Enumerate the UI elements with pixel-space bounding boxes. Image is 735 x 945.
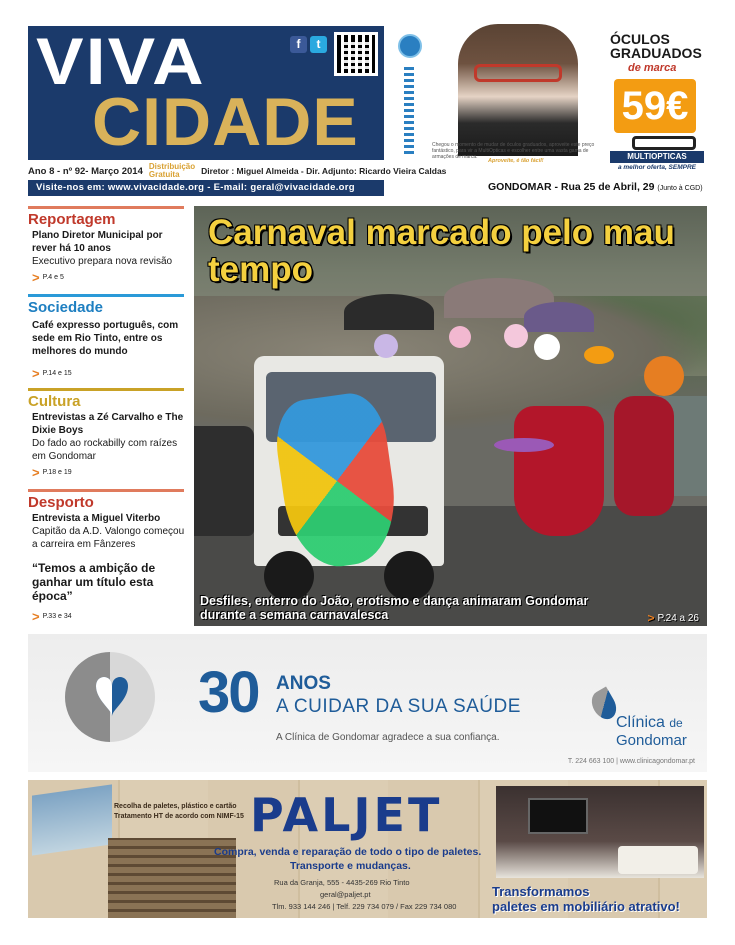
hero-photo-red-drape <box>514 406 604 536</box>
distribution-badge <box>149 163 195 179</box>
paljet-slogan <box>492 884 680 914</box>
umbrella-icon <box>524 302 594 332</box>
section-headline: Entrevista a Miguel Viterbo <box>32 513 161 524</box>
hero-headline: Carnaval marcado pelo mau tempo <box>208 213 675 289</box>
section-title: Reportagem <box>28 211 116 228</box>
page-numbers: P.33 e 34 <box>42 613 72 620</box>
ad-model-photo <box>458 24 578 156</box>
section-title: Sociedade <box>28 299 104 316</box>
clinic-thanks: A Clínica de Gondomar agradece a sua confiança. <box>276 732 500 743</box>
section-body: Do fado ao rockabilly com raízes em Gondomar <box>32 438 178 462</box>
section-quote: “Temos a ambição de ganhar um título esta época” <box>32 561 156 603</box>
page-reference <box>28 270 186 285</box>
social-links <box>290 36 327 53</box>
masthead-contact-bar[interactable]: Visite-nos em: www.vivacidade.org - E-mail: geral@vivacidade.org <box>28 180 384 196</box>
ad-brand-tagline: a melhor oferta, SEMPRE <box>617 164 697 171</box>
section-title: Desporto <box>28 494 94 511</box>
page-reference <box>28 465 186 480</box>
arrow-icon: > <box>32 609 40 624</box>
arrow-icon: > <box>32 366 40 381</box>
tv-icon <box>528 798 588 834</box>
section-text <box>28 512 186 551</box>
page-reference <box>28 609 186 624</box>
section-desporto[interactable] <box>28 489 186 624</box>
clinic-name-de: de <box>669 716 683 730</box>
arrow-icon: > <box>647 611 655 625</box>
ad-price: 59€ <box>614 79 696 133</box>
section-headline: Entrevistas a Zé Carvalho e The Dixie Boys <box>32 412 184 436</box>
page-numbers: P.14 e 15 <box>42 370 72 377</box>
balloon-icon <box>644 356 684 396</box>
hero-caption: Desfiles, enterro do João, erotismo e dança animaram Gondomar durante a semana carnavalesca <box>200 594 589 622</box>
page-numbers: P.4 e 5 <box>42 274 64 281</box>
ad-brand: MULTIOPTICAS <box>610 151 704 163</box>
section-cultura[interactable] <box>28 388 186 480</box>
section-title: Cultura <box>28 393 81 410</box>
balloon-icon <box>584 346 614 364</box>
arrow-icon: > <box>32 465 40 480</box>
umbrella-icon <box>344 294 434 330</box>
distribution-line-2: Gratuita <box>148 170 180 179</box>
hero-page-reference <box>647 611 699 625</box>
section-rule <box>28 294 184 297</box>
paljet-tagline-2: Transporte e mudanças. <box>290 860 411 872</box>
distribution-line-1: Distribuição <box>148 162 196 171</box>
paljet-service-1: Recolha de paletes, plástico e cartão <box>114 803 237 810</box>
section-rule <box>28 388 184 391</box>
paljet-brand: PALJET <box>250 788 443 842</box>
hero-photo-car-left <box>194 426 254 536</box>
clinic-ad[interactable] <box>28 634 707 772</box>
section-rule <box>28 489 184 492</box>
clinic-contact[interactable]: T. 224 663 100 | www.clinicagondomar.pt <box>567 758 695 765</box>
masthead <box>28 24 447 196</box>
clinic-name-word: Clínica <box>616 714 665 731</box>
paljet-service-2: Tratamento HT de acordo com NIMF-15 <box>114 813 244 820</box>
clinic-name-line-2: Gondomar <box>616 732 687 749</box>
arrow-icon: > <box>32 270 40 285</box>
ad-logo-icon <box>398 34 422 58</box>
ad-marca: de marca <box>628 62 677 74</box>
sofa-icon <box>618 846 698 874</box>
page-reference <box>28 366 186 381</box>
paljet-slogan-1: Transformamos <box>492 884 590 899</box>
hero-photo-red-drape <box>614 396 674 516</box>
ad-headline: ÓCULOS GRADUADOS <box>610 31 702 61</box>
qr-code-icon <box>334 32 378 76</box>
balloon-icon <box>449 326 471 348</box>
section-headline: Plano Diretor Municipal por rever há 10 anos <box>32 230 163 254</box>
section-reportagem[interactable] <box>28 206 186 285</box>
page-numbers: P.18 e 19 <box>42 469 72 476</box>
paljet-email[interactable]: geral@paljet.pt <box>320 890 371 899</box>
masthead-title-bottom: CIDADE <box>92 84 359 160</box>
masthead-meta <box>28 162 447 179</box>
clinic-anos: ANOS <box>276 673 331 694</box>
issue-info: Ano 8 - nº 92- Março 2014 <box>28 165 143 177</box>
hero-story[interactable] <box>194 206 707 626</box>
paljet-tagline-1: Compra, venda e reparação de todo o tipo de paletes. <box>214 846 482 858</box>
balloon-icon <box>534 334 560 360</box>
paljet-slogan-2: paletes em mobiliário atrativo! <box>492 899 680 914</box>
container-house-photo <box>32 784 112 855</box>
clinic-name-line-1 <box>616 714 683 732</box>
balloon-icon <box>374 334 398 358</box>
clinic-anniversary-number: 30 <box>198 660 259 725</box>
balloon-icon <box>504 324 528 348</box>
section-body: Executivo prepara nova revisão <box>32 256 173 267</box>
ad-vertical-strip <box>404 64 414 154</box>
section-rule <box>28 206 184 209</box>
clinic-tagline: A CUIDAR DA SUA SAÚDE <box>276 696 521 717</box>
paljet-ad[interactable] <box>28 780 707 918</box>
masthead-title-top: VIVA <box>36 24 206 98</box>
optics-ad[interactable] <box>396 24 708 194</box>
ad-address-main: GONDOMAR - Rua 25 de Abril, 29 <box>488 181 655 193</box>
twitter-icon[interactable]: t <box>310 36 327 53</box>
section-text <box>28 319 186 358</box>
facebook-icon[interactable]: f <box>290 36 307 53</box>
director-info: Diretor : Miguel Almeida - Dir. Adjunto: Ricardo Vieira Caldas <box>201 166 447 176</box>
balloon-icon <box>494 438 554 452</box>
heart-logo-icon <box>56 644 164 750</box>
paljet-phones[interactable]: Tlm. 933 144 246 | Telf. 229 734 079 / Fax 229 734 080 <box>272 902 457 911</box>
ad-fine-print: Chegou o momento de mudar de óculos graduados, aproveite este preço fantástico, para vir a MultiOpticas e escolher entre uma vasta gama de armações de marca. <box>432 142 595 160</box>
ad-sub-tagline: Aproveite, é tão fácil! <box>488 158 544 164</box>
ad-address <box>488 181 703 193</box>
ad-address-note: (Junto à CGD) <box>657 185 703 192</box>
masthead-banner <box>28 26 384 160</box>
section-text <box>28 411 186 463</box>
section-body: Capitão da A.D. Valongo começou a carreira em Fânzeres <box>32 526 185 550</box>
eyeglasses-icon <box>632 136 696 150</box>
section-sociedade[interactable] <box>28 294 186 381</box>
section-text <box>28 229 186 268</box>
paljet-address: Rua da Granja, 555 - 4435-269 Rio Tinto <box>274 878 410 887</box>
glasses-icon <box>474 64 562 82</box>
hero-page-numbers: P.24 a 26 <box>657 612 699 624</box>
paljet-services <box>114 802 244 822</box>
section-headline: Café expresso português, com sede em Rio Tinto, entre os melhores do mundo <box>32 320 179 357</box>
